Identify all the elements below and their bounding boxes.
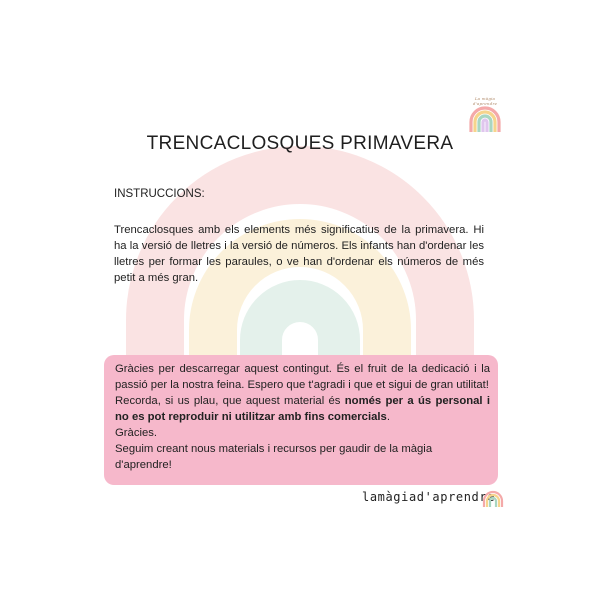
notice-gracies: Gràcies. bbox=[115, 427, 158, 439]
notice-usage-end: . bbox=[386, 411, 390, 423]
notice-usage-paragraph bbox=[115, 393, 490, 425]
brand-rainbow bbox=[480, 488, 506, 508]
brand-name: lamàgiad'aprendre bbox=[362, 490, 496, 504]
notice-closing: Seguim creant nous materials i recursos per gaudir de la màgia d'aprendre! bbox=[115, 443, 433, 471]
notice-box bbox=[104, 355, 498, 485]
small-rainbow-icon bbox=[480, 488, 506, 508]
instructions-heading: INSTRUCCIONS: bbox=[114, 188, 205, 200]
logo-caption: La màgia d'aprendre bbox=[472, 96, 498, 106]
instructions-body: Trencaclosques amb els elements més significatius de la primavera. Hi ha la versió de lletres i la versió de números. Els infants han d'ordenar les lletres per formar les paraules, o ve han d'ordenar els números de més petit a més gran. bbox=[114, 224, 484, 284]
logo-rainbow bbox=[462, 96, 508, 136]
notice-usage-restriction: només per a ús personal i no es pot reproduir ni utilitzar amb fins comercials bbox=[115, 395, 491, 423]
notice-thanks-paragraph: Gràcies per descarregar aquest contingut. És el fruit de la dedicació i la passió per la nostra feina. Espero que t'agradi i que et sigui de gran utilitat! bbox=[115, 363, 490, 391]
page-title: TRENCACLOSQUES PRIMAVERA bbox=[146, 133, 454, 154]
notice-usage-start: Recorda, si us plau, que aquest material és bbox=[115, 395, 345, 407]
